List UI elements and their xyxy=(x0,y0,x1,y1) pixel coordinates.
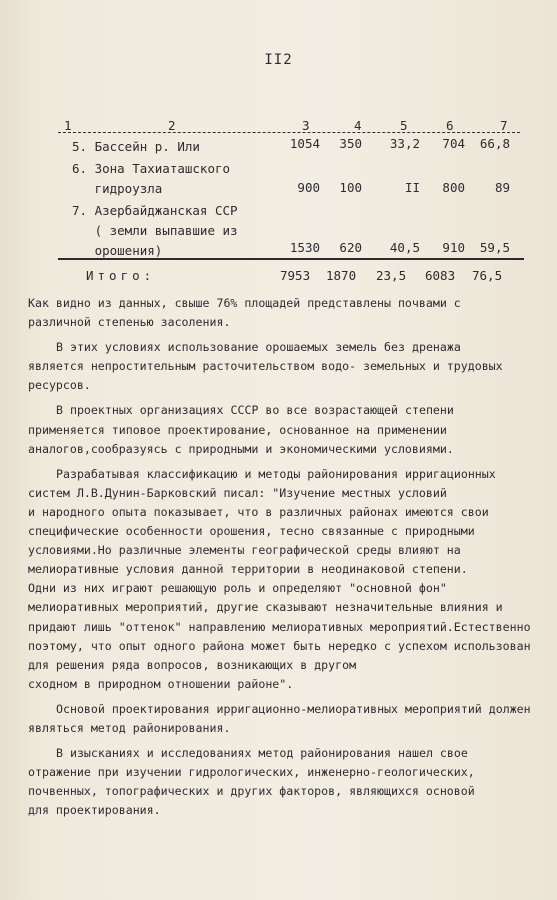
total-value: 76,5 xyxy=(472,268,503,283)
page-number: II2 xyxy=(264,52,293,68)
cell-value: 100 xyxy=(339,180,362,195)
total-value: 7953 xyxy=(280,268,311,283)
row-name: 7. Азербайджанская ССР xyxy=(72,203,238,218)
table-row xyxy=(58,200,528,266)
col-header-4: 4 xyxy=(354,118,362,133)
total-rule xyxy=(58,258,524,260)
paragraph: Как видно из данных, свыше 76% площадей представлены почвами с различной степенью засоления. xyxy=(28,296,461,330)
body-text xyxy=(28,294,533,826)
total-label: Итого: xyxy=(86,268,156,283)
cell-value: 620 xyxy=(339,240,362,255)
cell-value: 350 xyxy=(339,136,362,151)
data-table xyxy=(58,118,528,266)
cell-value: 89 xyxy=(494,180,510,195)
table-row xyxy=(58,158,528,200)
row-name-cont: ( земли выпавшие из xyxy=(72,223,238,238)
cell-value: 1530 xyxy=(289,240,320,255)
row-name-cont: орошения) xyxy=(72,243,163,258)
total-row xyxy=(58,268,528,288)
col-header-1: 1 xyxy=(64,118,72,133)
cell-value: 66,8 xyxy=(479,136,510,151)
row-name: 5. Бассейн р. Или xyxy=(72,139,200,154)
cell-value: 800 xyxy=(442,180,465,195)
cell-value: 1054 xyxy=(289,136,320,151)
col-header-7: 7 xyxy=(500,118,508,133)
cell-value: 900 xyxy=(297,180,320,195)
row-name-cont: гидроузла xyxy=(72,181,163,196)
total-value: 6083 xyxy=(425,268,456,283)
paragraph: В проектных организациях СССР во все возрастающей степени применяется типовое проектирование, основанное на применении аналогов,сообразуясь с природными и экономическими условиями. xyxy=(28,403,454,456)
table-row xyxy=(58,136,528,158)
col-header-6: 6 xyxy=(446,118,454,133)
cell-value: 33,2 xyxy=(389,136,420,151)
cell-value: 59,5 xyxy=(479,240,510,255)
total-value: 23,5 xyxy=(376,268,407,283)
paragraph: В изысканиях и исследованиях метод районирования нашел свое отражение при изучении гидрологических, инженерно-геологических, почвенных, топографических и других факторов, являющихся основой для проектирования. xyxy=(28,746,475,818)
cell-value: 910 xyxy=(442,240,465,255)
paragraph: В этих условиях использование орошаемых земель без дренажа является непростительным расточительством водо- земельных и трудовых ресурсов. xyxy=(28,340,503,393)
col-header-3: 3 xyxy=(302,118,310,133)
table-header-row xyxy=(58,118,528,136)
paragraph: Основой проектирования ирригационно-мелиоративных мероприятий должен являться метод районирования. xyxy=(28,701,531,735)
paragraph: Разрабатывая классификацию и методы районирования ирригационных систем Л.В.Дунин-Барковский писал: "Изучение местных условий и народного опыта показывает, что в различных районах имеются свои специфические особенности орошения, тесно связанные с природными условиями.Но различные элементы географической среды влияют на мелиоративные условия данной территории в неодинаковой степени. Одни из них играют решающую роль и определяют "основной фон" мелиоративных мероприятий, другие сказывают незначительные влияния и придают лишь "оттенок" направлению мелиоративных мероприятий.Естественно поэтому, что опыт одного района может быть нередко с успехом использован для решения ряда вопросов, возникающих в другом сходном в природном отношении районе". xyxy=(28,466,531,691)
cell-value: 40,5 xyxy=(389,240,420,255)
total-value: 1870 xyxy=(326,268,357,283)
cell-value: 704 xyxy=(442,136,465,151)
cell-value: II xyxy=(404,180,420,195)
col-header-5: 5 xyxy=(400,118,408,133)
col-header-2: 2 xyxy=(168,118,176,133)
row-name: 6. Зона Тахиаташского xyxy=(72,161,231,176)
